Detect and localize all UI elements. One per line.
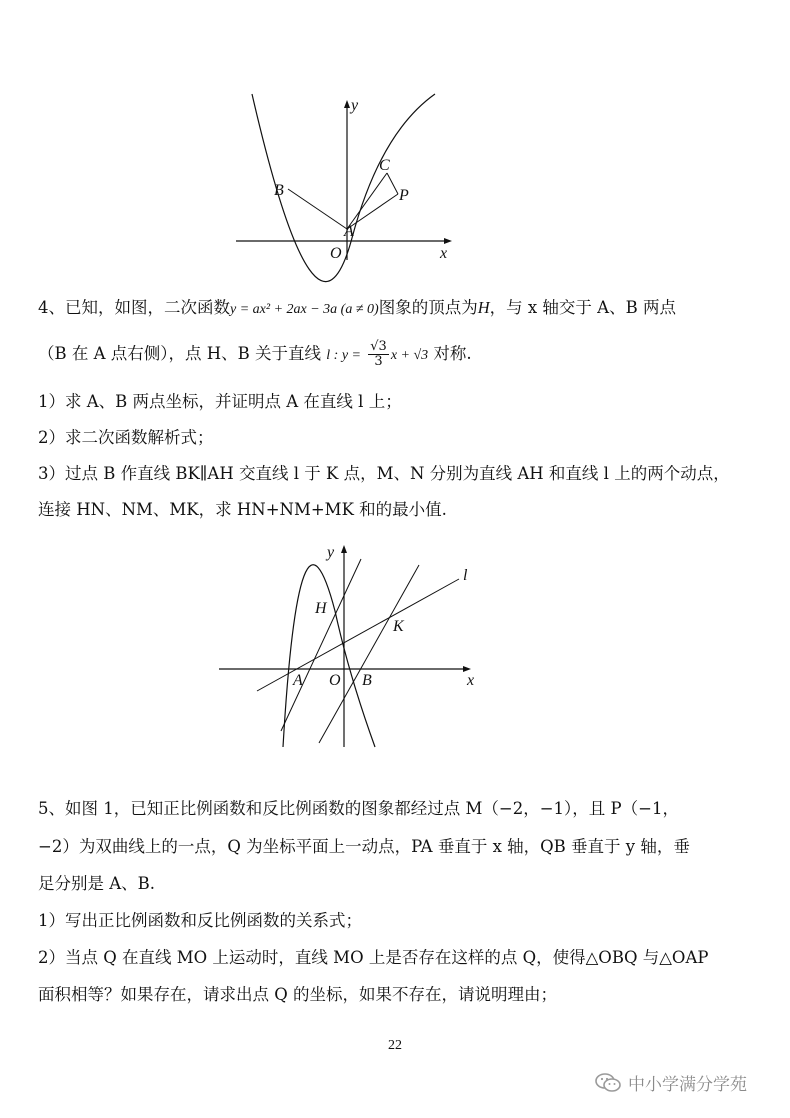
p4-line-name: l : y = <box>326 348 361 363</box>
problem-5-line-3: 足分别是 A、B. <box>38 874 156 893</box>
label-origin: O <box>329 672 341 689</box>
label-H: H <box>315 600 327 617</box>
problem-5-line-2: −2）为双曲线上的一点，Q 为坐标平面上一动点，PA 垂直于 x 轴，QB 垂直于 y 轴，垂 <box>38 837 690 856</box>
label-x: x <box>467 672 475 689</box>
p4-mid: 图象的顶点为 <box>378 298 478 317</box>
p4-prefix: 4、已知，如图，二次函数 <box>38 298 230 317</box>
page-number: 22 <box>388 1038 402 1053</box>
p4-frac-den: 3 <box>374 354 383 369</box>
label-K: K <box>393 618 404 635</box>
problem-4-question-1: 1）求 A、B 两点坐标，并证明点 A 在直线 l 上； <box>38 392 402 411</box>
problem-4-line-2 <box>38 340 754 369</box>
label-y: y <box>327 544 335 561</box>
y-axis-arrow <box>344 100 350 108</box>
label-P: P <box>399 187 409 204</box>
problem-4-question-3-line-2: 连接 HN、NM、MK，求 HN+NM+MK 和的最小值. <box>38 500 447 519</box>
segment-AB <box>288 189 347 229</box>
watermark <box>594 1070 747 1095</box>
p4-l2-suffix: 对称. <box>433 344 472 363</box>
figure-1-parabola-diagram <box>230 88 460 268</box>
label-B: B <box>362 672 372 689</box>
problem-5-line-1: 5、如图 1，已知正比例函数和反比例函数的图象都经过点 M（−2，−1），且 P（−1， <box>38 799 679 818</box>
p4-tail: ，与 x 轴交于 A、B 两点 <box>489 298 676 317</box>
label-y: y <box>351 97 359 114</box>
label-origin: O <box>330 245 342 262</box>
p4-l2-prefix: （B 在 A 点右侧），点 H、B 关于直线 <box>38 344 322 363</box>
figure-2-parabola-lines-diagram <box>215 535 490 755</box>
p4-vertex-H: H <box>477 298 490 317</box>
problem-4-question-3-line-1: 3）过点 B 作直线 BK∥AH 交直线 l 于 K 点，M、N 分别为直线 AH 和直线 l 上的两个动点， <box>38 464 730 483</box>
problem-4-question-2: 2）求二次函数解析式； <box>38 428 214 447</box>
problem-5-question-2-line-2: 面积相等？如果存在，请求出点 Q 的坐标，如果不存在，请说明理由； <box>38 985 558 1004</box>
p4-line-rest: x + √3 <box>390 348 429 363</box>
label-x: x <box>440 245 448 262</box>
p4-frac-num: √3 <box>370 339 387 354</box>
line-BK <box>319 565 419 743</box>
segment-AC <box>347 173 387 229</box>
label-B: B <box>274 182 284 199</box>
problem-4-line-1 <box>38 296 754 322</box>
segment-AP <box>347 194 398 229</box>
x-axis-arrow <box>444 238 452 244</box>
watermark-text: 中小学满分学苑 <box>628 1075 747 1095</box>
label-A: A <box>293 672 303 689</box>
p4-fraction <box>368 340 389 369</box>
label-A: A <box>344 223 354 240</box>
wechat-icon <box>594 1072 622 1094</box>
parabola-curve <box>283 565 375 747</box>
p4-equation: y = ax² + 2ax − 3a (a ≠ 0) <box>230 302 379 317</box>
line-AH <box>281 559 361 731</box>
problem-5-question-1: 1）写出正比例函数和反比例函数的关系式； <box>38 911 362 930</box>
label-l: l <box>463 567 468 584</box>
label-C: C <box>379 157 390 174</box>
problem-5-question-2-line-1: 2）当点 Q 在直线 MO 上运动时，直线 MO 上是否存在这样的点 Q，使得△OBQ 与△OAP <box>38 948 709 967</box>
y-axis-arrow <box>341 545 347 553</box>
segment-CP <box>387 173 398 194</box>
